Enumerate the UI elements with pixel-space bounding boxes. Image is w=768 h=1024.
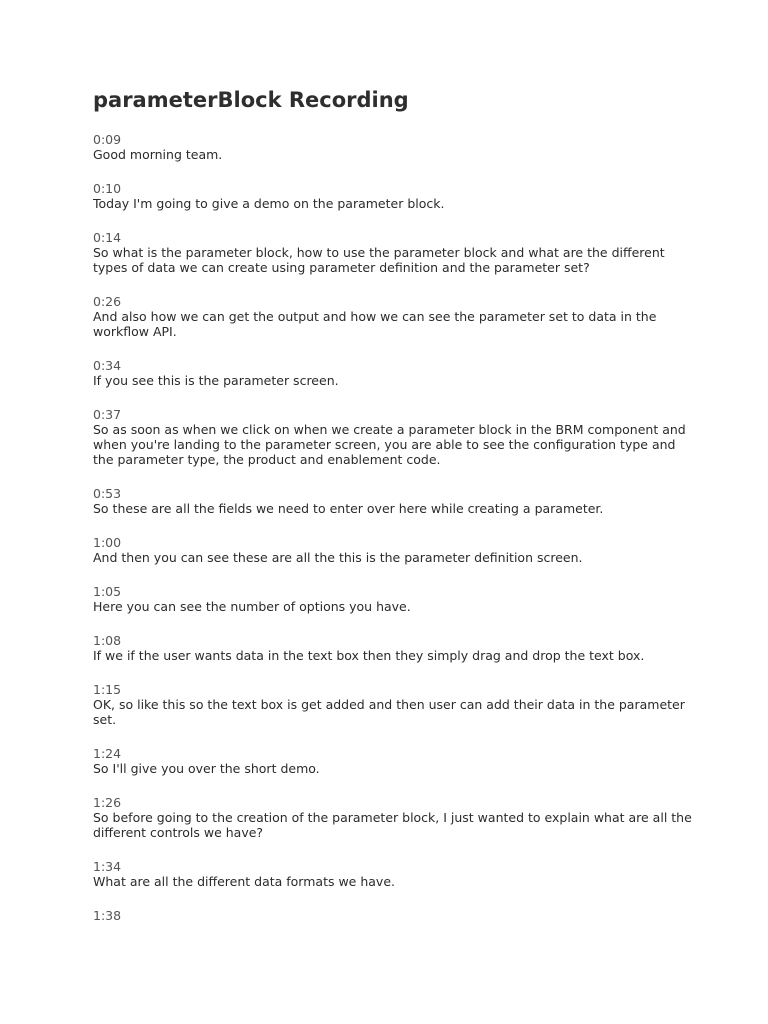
timestamp: 0:34	[93, 358, 122, 373]
transcript-text: And then you can see these are all the this is the parameter definition screen.	[93, 550, 583, 565]
transcript-text: What are all the different data formats we have.	[93, 874, 395, 889]
transcript-entry	[93, 132, 693, 162]
transcript-entry	[93, 859, 693, 889]
timestamp: 0:37	[93, 407, 122, 422]
timestamp: 1:24	[93, 746, 122, 761]
transcript-entry	[93, 535, 693, 565]
transcript-text: Good morning team.	[93, 147, 223, 162]
transcript-text: Today I'm going to give a demo on the parameter block.	[93, 196, 445, 211]
transcript-text: Here you can see the number of options you have.	[93, 599, 411, 614]
transcript-text: OK, so like this so the text box is get added and then user can add their data in the parameter set.	[93, 697, 685, 727]
timestamp: 0:14	[93, 230, 122, 245]
transcript-entry	[93, 486, 693, 516]
transcript-list	[93, 132, 693, 923]
timestamp: 1:05	[93, 584, 122, 599]
timestamp: 0:53	[93, 486, 122, 501]
timestamp: 1:34	[93, 859, 122, 874]
transcript-entry	[93, 682, 693, 727]
transcript-text: So as soon as when we click on when we create a parameter block in the BRM component and when you're landing to the parameter screen, you are able to see the configuration type and the parameter type, the product and enablement code.	[93, 422, 686, 467]
transcript-text: So these are all the fields we need to enter over here while creating a parameter.	[93, 501, 604, 516]
timestamp: 0:10	[93, 181, 122, 196]
transcript-text: So I'll give you over the short demo.	[93, 761, 320, 776]
transcript-entry	[93, 584, 693, 614]
transcript-text: If we if the user wants data in the text box then they simply drag and drop the text box.	[93, 648, 645, 663]
transcript-entry	[93, 746, 693, 776]
transcript-text: So what is the parameter block, how to use the parameter block and what are the different types of data we can create using parameter definition and the parameter set?	[93, 245, 665, 275]
transcript-entry	[93, 230, 693, 275]
transcript-entry	[93, 181, 693, 211]
timestamp: 1:26	[93, 795, 122, 810]
transcript-entry	[93, 908, 693, 923]
timestamp: 1:38	[93, 908, 122, 923]
timestamp: 1:15	[93, 682, 122, 697]
transcript-entry	[93, 294, 693, 339]
transcript-text: And also how we can get the output and how we can see the parameter set to data in the workflow API.	[93, 309, 657, 339]
transcript-entry	[93, 633, 693, 663]
timestamp: 0:09	[93, 132, 122, 147]
transcript-entry	[93, 358, 693, 388]
transcript-entry	[93, 795, 693, 840]
document-title: parameterBlock Recording	[93, 88, 409, 112]
timestamp: 0:26	[93, 294, 122, 309]
transcript-text: If you see this is the parameter screen.	[93, 373, 339, 388]
timestamp: 1:08	[93, 633, 122, 648]
transcript-text: So before going to the creation of the parameter block, I just wanted to explain what are all the different controls we have?	[93, 810, 692, 840]
transcript-entry	[93, 407, 693, 467]
timestamp: 1:00	[93, 535, 122, 550]
